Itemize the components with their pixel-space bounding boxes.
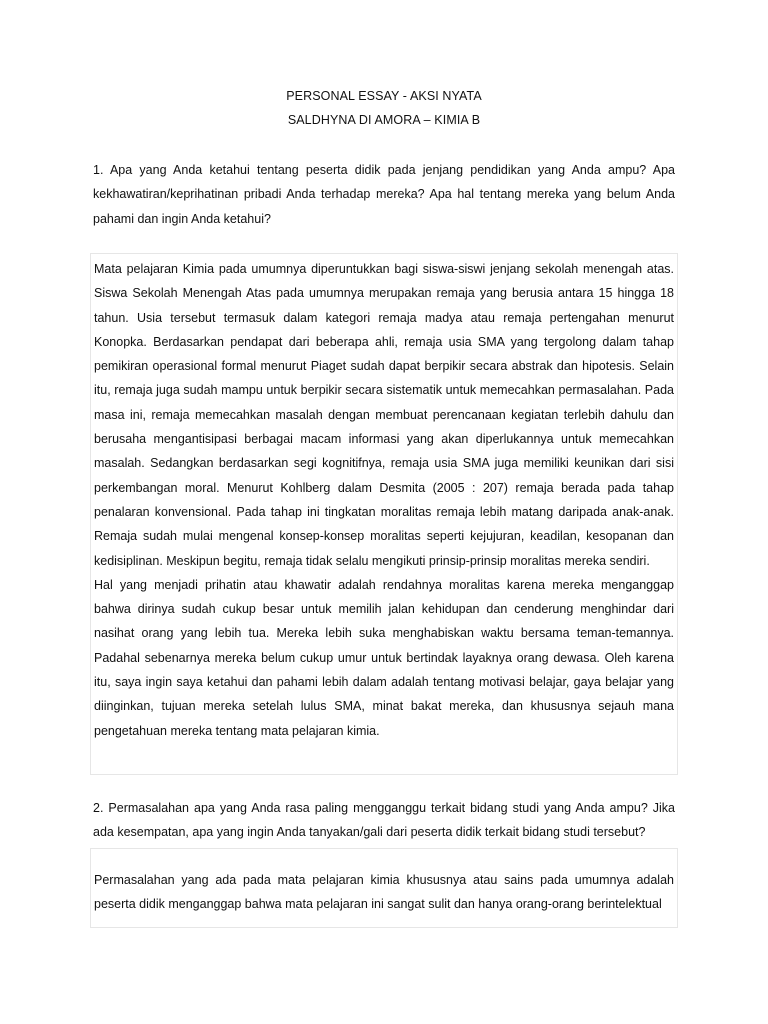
question-1: 1. Apa yang Anda ketahui tentang peserta didik pada jenjang pendidikan yang Anda ampu? Apa kekhawatiran/keprihatinan pribadi Anda terhadap mereka? Apa hal tentang mereka yang belum Anda pahami dan ingin Anda ketahui? <box>93 163 675 226</box>
question-2: 2. Permasalahan apa yang Anda rasa paling mengganggu terkait bidang studi yang Anda ampu? Jika ada kesempatan, apa yang ingin Anda tanyakan/gali dari peserta didik terkait bidang studi tersebut? <box>93 801 675 840</box>
answer-1-paragraph-2: Hal yang menjadi prihatin atau khawatir adalah rendahnya moralitas karena mereka menganggap bahwa dirinya sudah cukup besar untuk memilih jalan kehidupan dan cenderung menghindar dari nasihat orang yang lebih tua. Mereka lebih suka menghabiskan waktu bersama teman-temannya. Padahal sebenarnya mereka belum cukup umur untuk bertindak layaknya orang dewasa. Oleh karena itu, saya ingin saya ketahui dan pahami lebih dalam adalah tentang motivasi belajar, gaya belajar yang diinginkan, tujuan mereka setelah lulus SMA, minat bakat mereka, dan khususnya sejauh mana pengetahuan mereka tentang mata pelajaran kimia. <box>94 577 674 738</box>
answer-2-box <box>90 848 678 928</box>
document-title: PERSONAL ESSAY - AKSI NYATA <box>286 89 482 103</box>
answer-2-paragraph-1: Permasalahan yang ada pada mata pelajaran kimia khususnya atau sains pada umumnya adalah peserta didik menganggap bahwa mata pelajaran ini sangat sulit dan hanya orang-orang berintelektual <box>94 873 674 912</box>
answer-1-paragraph-1: Mata pelajaran Kimia pada umumnya diperuntukkan bagi siswa-siswi jenjang sekolah menengah atas. Siswa Sekolah Menengah Atas pada umumnya merupakan remaja yang berusia antara 15 hingga 18 tahun. Usia tersebut termasuk dalam kategori remaja madya atau remaja pertengahan menurut Konopka. Berdasarkan pendapat dari beberapa ahli, remaja usia SMA yang tergolong dalam tahap pemikiran operasional formal menurut Piaget sudah dapat berpikir secara abstrak dan hipotesis. Selain itu, remaja juga sudah mampu untuk berpikir secara sistematik untuk memecahkan permasalahan. Pada masa ini, remaja memecahkan masalah dengan membuat perencanaan kegiatan terlebih dahulu dan berusaha mengantisipasi berbagai macam informasi yang akan diperlukannya untuk memecahkan masalah. Sedangkan berdasarkan segi kognitifnya, remaja usia SMA juga memiliki keunikan dari sisi perkembangan moral. Menurut Kohlberg dalam Desmita (2005 : 207) remaja berada pada tahap penalaran konvensional. Pada tahap ini tingkatan moralitas remaja lebih matang daripada anak-anak. Remaja sudah mulai mengenal konsep-konsep moralitas seperti kejujuran, keadilan, kesopanan dan kedisiplinan. Meskipun begitu, remaja tidak selalu mengikuti prinsip-prinsip moralitas mereka sendiri. <box>94 262 674 568</box>
author-line: SALDHYNA DI AMORA – KIMIA B <box>287 113 481 127</box>
answer-1-box <box>90 253 678 775</box>
